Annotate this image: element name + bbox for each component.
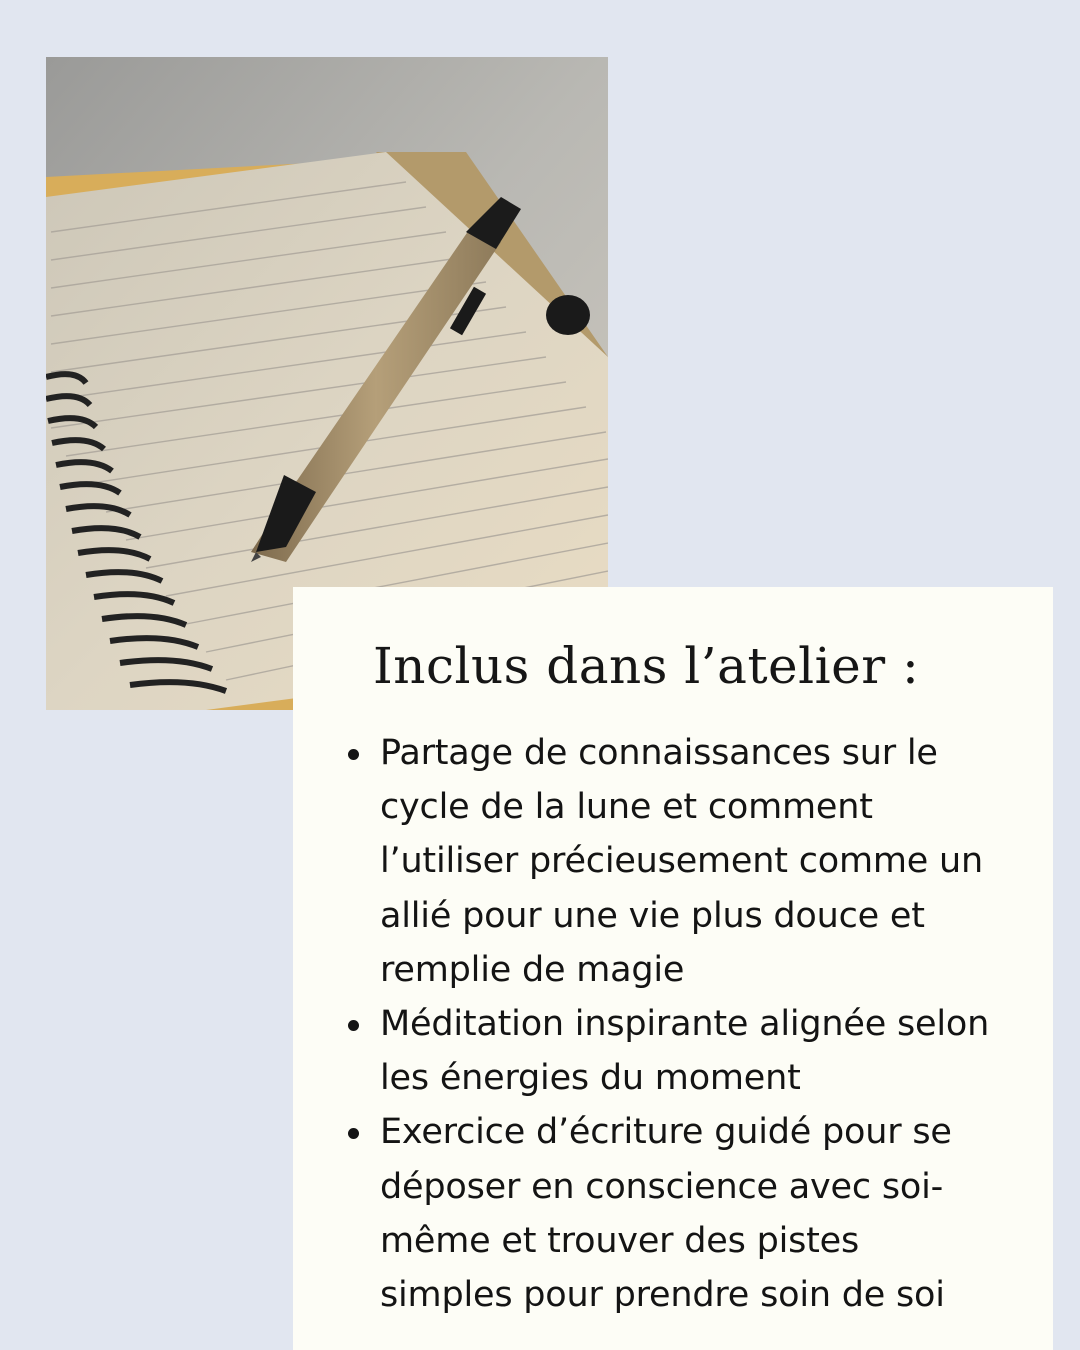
- list-item-line: simples pour prendre soin de soi: [380, 1275, 945, 1316]
- list-item-line: déposer en conscience avec soi-: [380, 1166, 944, 1207]
- list-item-line: cycle de la lune et comment: [380, 787, 873, 828]
- bullet-icon: [348, 1128, 359, 1139]
- list-item: [380, 1105, 1048, 1322]
- list-item-line: allié pour une vie plus douce et: [380, 895, 925, 936]
- list-item: [380, 726, 1048, 997]
- list-item: [380, 997, 1048, 1105]
- list-item-line: même et trouver des pistes: [380, 1220, 860, 1261]
- list-item-line: Méditation inspirante alignée selon: [380, 1004, 990, 1045]
- list-item-line: Partage de connaissances sur le: [380, 733, 938, 773]
- workshop-info-card: [293, 587, 1053, 1350]
- card-title: Inclus dans l’atelier :: [373, 637, 920, 695]
- list-item-line: remplie de magie: [380, 949, 685, 990]
- bullet-icon: [348, 749, 359, 760]
- list-item-line: les énergies du moment: [380, 1058, 801, 1099]
- list-item-line: Exercice d’écriture guidé pour se: [380, 1112, 952, 1153]
- included-items-list: [380, 726, 1048, 1322]
- bullet-icon: [348, 1020, 359, 1031]
- list-item-line: l’utiliser précieusement comme un: [380, 841, 983, 882]
